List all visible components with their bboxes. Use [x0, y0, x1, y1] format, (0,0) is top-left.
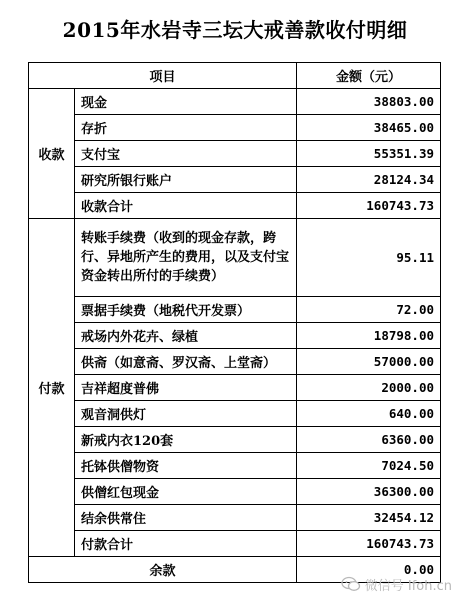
row-amount: 640.00	[297, 401, 441, 427]
table-row	[29, 141, 441, 167]
ledger-table	[28, 62, 441, 583]
table-row	[29, 89, 441, 115]
table-row	[29, 219, 441, 297]
row-item: 收款合计	[75, 193, 297, 219]
table-row	[29, 115, 441, 141]
table-header-row	[29, 63, 441, 89]
category-income: 收款	[29, 89, 75, 219]
table-row	[29, 297, 441, 323]
table-row	[29, 349, 441, 375]
table-row	[29, 167, 441, 193]
row-amount: 7024.50	[297, 453, 441, 479]
watermark	[341, 574, 452, 594]
row-item: 戒场内外花卉、绿植	[75, 323, 297, 349]
table-row	[29, 323, 441, 349]
wechat-icon	[341, 576, 361, 592]
table-row	[29, 401, 441, 427]
row-item: 付款合计	[75, 531, 297, 557]
row-amount: 28124.34	[297, 167, 441, 193]
row-item: 供斋（如意斋、罗汉斋、上堂斋）	[75, 349, 297, 375]
table-row	[29, 375, 441, 401]
table-row-total	[29, 193, 441, 219]
row-item: 吉祥超度普佛	[75, 375, 297, 401]
row-item: 结余供常住	[75, 505, 297, 531]
row-item: 存折	[75, 115, 297, 141]
row-amount: 2000.00	[297, 375, 441, 401]
row-amount: 72.00	[297, 297, 441, 323]
row-amount: 55351.39	[297, 141, 441, 167]
row-amount: 32454.12	[297, 505, 441, 531]
row-amount: 38465.00	[297, 115, 441, 141]
table-row-total	[29, 531, 441, 557]
row-amount: 57000.00	[297, 349, 441, 375]
row-amount: 18798.00	[297, 323, 441, 349]
header-amount: 金额（元）	[297, 63, 441, 89]
row-amount: 6360.00	[297, 427, 441, 453]
row-amount: 160743.73	[297, 531, 441, 557]
row-item: 转账手续费（收到的现金存款，跨行、异地所产生的费用，以及支付宝资金转出所付的手续费）	[75, 219, 297, 297]
header-item: 项目	[29, 63, 297, 89]
category-payment: 付款	[29, 219, 75, 557]
row-amount: 36300.00	[297, 479, 441, 505]
table-row	[29, 453, 441, 479]
table-row	[29, 427, 441, 453]
row-item: 支付宝	[75, 141, 297, 167]
page-title: 2015年水岩寺三坛大戒善款收付明细	[62, 18, 408, 42]
row-item: 托钵供僧物资	[75, 453, 297, 479]
table-row	[29, 505, 441, 531]
row-amount: 38803.00	[297, 89, 441, 115]
table-row	[29, 479, 441, 505]
row-item: 票据手续费（地税代开发票）	[75, 297, 297, 323]
balance-label: 余款	[29, 557, 297, 583]
watermark-text: 微信号 Ifoh.cn	[364, 578, 452, 594]
row-amount: 95.11	[297, 219, 441, 297]
balance-amount: 0.00	[297, 557, 441, 583]
row-item: 现金	[75, 89, 297, 115]
row-item: 新戒内衣120套	[75, 427, 297, 453]
row-amount: 160743.73	[297, 193, 441, 219]
row-item: 观音洞供灯	[75, 401, 297, 427]
row-item: 研究所银行账户	[75, 167, 297, 193]
row-item: 供僧红包现金	[75, 479, 297, 505]
